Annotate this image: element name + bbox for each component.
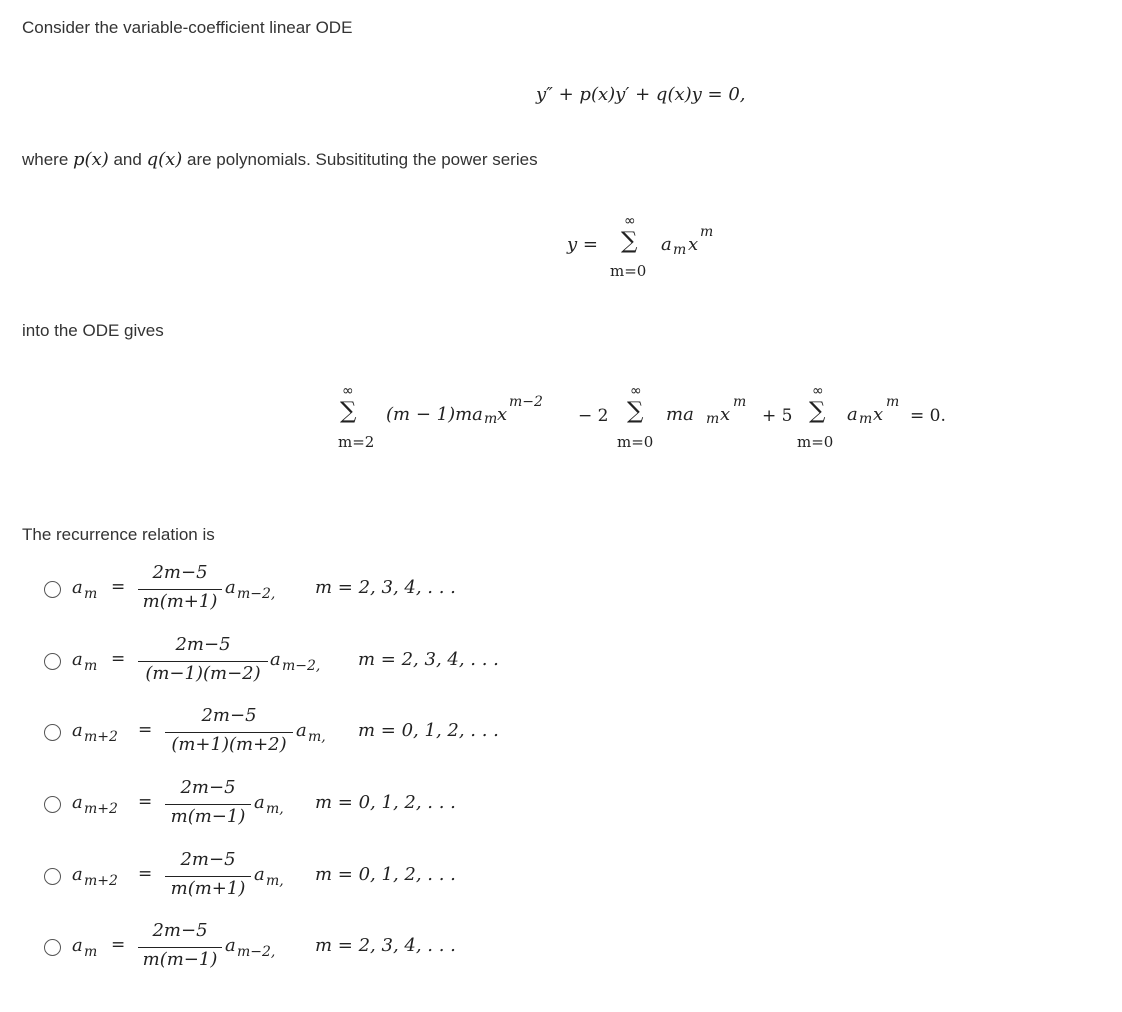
option-lhs-subscript: m+2 [84,729,118,745]
option-radio-button[interactable] [44,796,61,813]
option-fraction-numerator: 2m−5 [180,849,236,870]
recurrence-label: The recurrence relation is [22,525,215,544]
option-rhs-subscript: m, [308,729,326,745]
option-lhs: a [72,792,83,813]
option-fraction-numerator: 2m−5 [201,705,257,726]
answer-option[interactable] [0,705,1122,768]
option-rhs: a [254,864,265,885]
option-rhs-subscript: m, [266,801,284,817]
option-equals: = [138,720,153,740]
answer-option[interactable] [0,634,1122,697]
into-ode-text: into the ODE gives [22,321,164,340]
option-lhs-subscript: m+2 [84,873,118,889]
ode-equation: y″ + p(x)y′ + q(x)y = 0, [536,84,746,105]
option-lhs-subscript: m [84,586,98,602]
option-fraction-numerator: 2m−5 [152,562,208,583]
option-fraction-denominator: m(m−1) [142,949,218,970]
option-lhs: a [72,935,83,956]
option-equals: = [138,792,153,812]
option-range: m = 0, 1, 2, . . . [315,792,456,813]
option-rhs: a [254,792,265,813]
option-range: m = 2, 3, 4, . . . [358,649,499,670]
option-equals: = [111,649,126,669]
option-rhs-subscript: m, [266,873,284,889]
option-rhs: a [296,720,307,741]
option-lhs: a [72,720,83,741]
option-lhs-subscript: m+2 [84,801,118,817]
option-radio-button[interactable] [44,581,61,598]
option-range: m = 0, 1, 2, . . . [315,864,456,885]
option-radio-button[interactable] [44,653,61,670]
option-rhs: a [270,649,281,670]
option-rhs-subscript: m−2, [237,586,276,602]
option-radio-button[interactable] [44,724,61,741]
option-fraction-denominator: m(m+1) [142,591,218,612]
option-fraction-denominator: (m+1)(m+2) [171,734,287,755]
option-rhs-subscript: m−2, [237,944,276,960]
answer-option[interactable] [0,849,1122,912]
option-radio-button[interactable] [44,939,61,956]
option-range: m = 0, 1, 2, . . . [358,720,499,741]
option-lhs-subscript: m [84,658,98,674]
option-lhs: a [72,864,83,885]
option-range: m = 2, 3, 4, . . . [315,577,456,598]
where-sentence: where p(x) and q(x) are polynomials. Subsitituting the power series [22,149,538,170]
option-fraction-denominator: m(m−1) [170,806,246,827]
option-range: m = 2, 3, 4, . . . [315,935,456,956]
option-fraction-numerator: 2m−5 [180,777,236,798]
option-lhs: a [72,649,83,670]
option-fraction-denominator: (m−1)(m−2) [145,663,261,684]
option-equals: = [111,577,126,597]
option-lhs-subscript: m [84,944,98,960]
option-rhs: a [225,935,236,956]
option-equals: = [138,864,153,884]
option-fraction-numerator: 2m−5 [175,634,231,655]
question-intro-text: Consider the variable-coefficient linear ODE [22,18,353,37]
option-radio-button[interactable] [44,868,61,885]
option-lhs: a [72,577,83,598]
option-equals: = [111,935,126,955]
option-rhs: a [225,577,236,598]
answer-option[interactable] [0,920,1122,983]
answer-option[interactable] [0,777,1122,840]
option-rhs-subscript: m−2, [282,658,321,674]
option-fraction-denominator: m(m+1) [170,878,246,899]
option-fraction-numerator: 2m−5 [152,920,208,941]
answer-option[interactable] [0,562,1122,625]
